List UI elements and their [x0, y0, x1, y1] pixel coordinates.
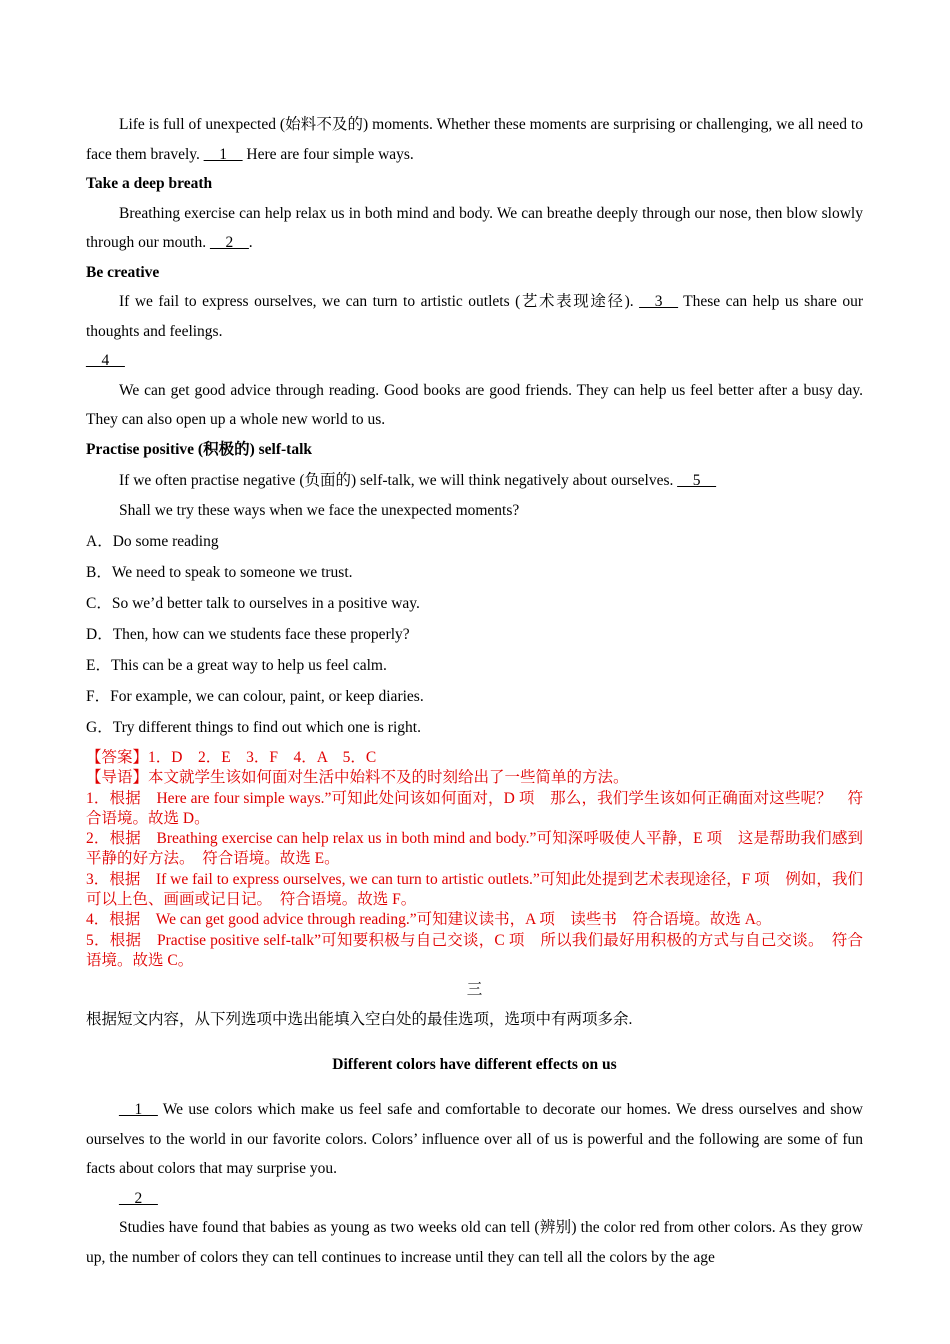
passage1-closing: Shall we try these ways when we face the unexpected moments?: [119, 502, 520, 519]
explanation-3: 3．根据 If we fail to express ourselves, we can turn to artistic outlets.”可知此处提到艺术表现途径，F 项 例如，我们可以上色、画画或记日记。 符合语境。故选 F。: [86, 870, 863, 909]
text: Here are four simple ways.: [242, 145, 414, 163]
passage1-paragraph-4: We can get good advice through reading. Good books are good friends. They can help us feel better after a busy day. They can also open up a whole new world to us.: [86, 381, 863, 428]
blank-2: __2__: [119, 1189, 158, 1207]
section-instruction: 根据短文内容，从下列选项中选出能填入空白处的最佳选项，选项中有两项多余.: [86, 1011, 633, 1029]
section-number: 三: [466, 981, 483, 999]
text: Breathing exercise can help relax us in both mind and body. We can breathe deeply through our nose, then blow slowly through our mouth.: [86, 204, 863, 251]
passage1-paragraph-2: [86, 199, 863, 258]
option-c: C．So we’d better talk to ourselves in a positive way.: [86, 595, 420, 612]
option-d: D．Then, how can we students face these properly?: [86, 626, 410, 643]
passage2-heading-blank-2: [86, 1184, 863, 1214]
option-f: F．For example, we can colour, paint, or keep diaries.: [86, 688, 424, 705]
option-a: A．Do some reading: [86, 533, 219, 550]
passage1-paragraph-1: [86, 110, 863, 169]
explanation-2: 2．根据 Breathing exercise can help relax us in both mind and body.”可知深呼吸使人平静，E 项 这是帮助我们感到平静的好方法。 符合语境。故选 E。: [86, 830, 863, 868]
option-b: B．We need to speak to someone we trust.: [86, 564, 353, 581]
blank-4: __4__: [86, 352, 125, 369]
explanation-5: 5．根据 Practise positive self-talk”可知要积极与自己交谈，C 项 所以我们最好用积极的方式与自己交谈。 符合语境。故选 C。: [86, 931, 863, 969]
passage1-paragraph-5: [86, 465, 863, 496]
heading-blank-4: [86, 346, 863, 376]
blank-1: __1__: [203, 145, 243, 163]
passage2-paragraph-1: [86, 1095, 863, 1184]
answer-section: [86, 748, 863, 971]
text: These can help us share our thoughts and feelings.: [86, 293, 864, 340]
explanation-1: 1．根据 Here are four simple ways.”可知此处问该如何面对，D 项 那么，我们学生该如何正确面对这些呢？ 符合语境。故选 D。: [86, 789, 863, 827]
passage1-paragraph-3: [86, 287, 863, 346]
text: .: [248, 234, 253, 251]
explanation-4: 4．根据 We can get good advice through reading.”可知建议读书，A 项 读些书 符合语境。故选 A。: [86, 911, 772, 929]
blank-3: __3__: [639, 293, 678, 310]
guide-line: 【导语】本文就学生该如何面对生活中始料不及的时刻给出了一些简单的方法。: [86, 769, 629, 787]
document-page: [86, 110, 863, 1272]
heading-be-creative: Be creative: [86, 263, 160, 281]
passage2-title: Different colors have different effects on us: [332, 1056, 617, 1074]
heading-deep-breath: Take a deep breath: [86, 175, 213, 192]
heading-positive-self-talk: Practise positive (积极的) self-talk: [86, 440, 312, 458]
text: If we often practise negative (负面的) self-talk, we will think negatively about ourselves.: [119, 472, 678, 489]
answer-line: 【答案】1．D 2．E 3．F 4．A 5．C: [86, 749, 377, 766]
text: Life is full of unexpected (始料不及的) moments. Whether these moments are surprising or challenging, we all need to face them bravely.: [86, 116, 863, 163]
text: If we fail to express ourselves, we can turn to artistic outlets (艺术表现途径).: [119, 293, 640, 310]
blank-2: __2__: [210, 234, 249, 251]
passage2-paragraph-2: Studies have found that babies as young as two weeks old can tell (辨别) the color red from other colors. As they grow up, the number of colors they can tell continues to increase until they can tell all the colors by the age: [86, 1219, 863, 1266]
option-e: E．This can be a great way to help us feel calm.: [86, 657, 387, 674]
blank-5: __5__: [677, 472, 717, 489]
option-g: G．Try different things to find out which one is right.: [86, 719, 421, 736]
blank-1: __1__: [119, 1101, 158, 1119]
text: We use colors which make us feel safe and comfortable to decorate our homes. We dress ourselves and show ourselves to the world in our favorite colors. Colors’ influence over all of us is powerful and the following are some of fun facts about colors that may surprise you.: [86, 1101, 863, 1178]
